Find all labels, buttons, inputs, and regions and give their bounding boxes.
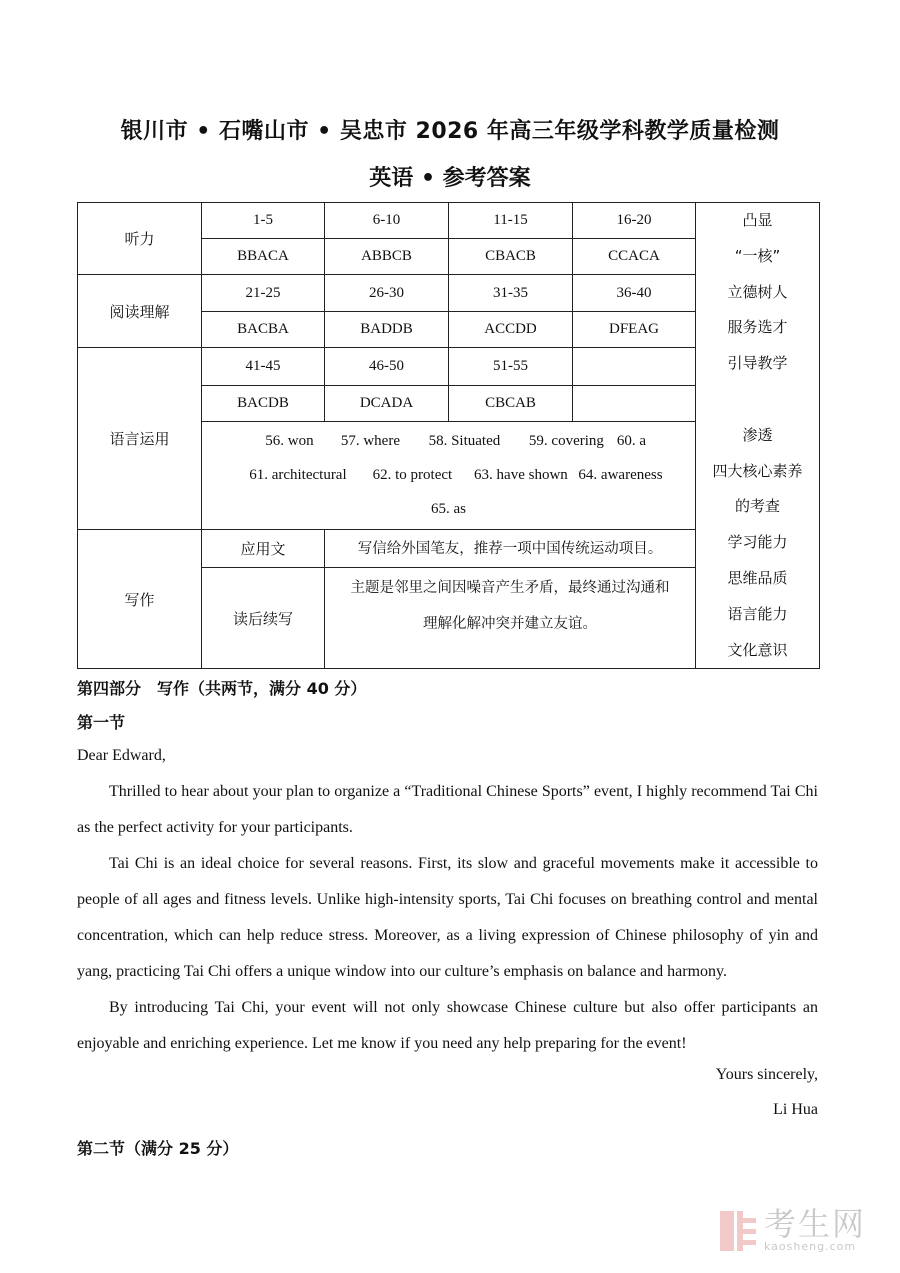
language-range: 41-45 [202, 348, 325, 385]
listening-range: 1-5 [202, 203, 325, 239]
watermark-url: kaosheng.com [764, 1240, 857, 1253]
task2-desc-line: 理解化解冲突并建立友谊。 [423, 616, 597, 633]
reading-answer: ACCDD [449, 312, 573, 348]
language-range: 51-55 [449, 348, 573, 385]
listening-answer: BBACA [202, 239, 325, 275]
competency-sidebar [696, 203, 820, 669]
writing-task2-label: 读后续写 [202, 568, 325, 669]
page-title: 银川市 • 石嘴山市 • 吴忠市 2026 年高三年级学科教学质量检测 [120, 119, 780, 144]
sidebar-line: 文化意识 [727, 640, 788, 659]
listening-answer: ABBCB [325, 239, 449, 275]
sidebar-line: 的考查 [734, 497, 780, 516]
writing-task2-desc [325, 568, 696, 669]
language-answer [573, 385, 696, 421]
section2-heading: 第二节（满分 25 分） [77, 1139, 239, 1158]
model-letter [77, 738, 818, 1062]
reading-range: 36-40 [573, 275, 696, 312]
fill-answer: 65. as [431, 501, 466, 518]
fill-answer: 57. where [340, 433, 400, 450]
watermark [718, 1205, 867, 1253]
fill-answer: 59. covering [528, 433, 604, 450]
fill-line [202, 458, 695, 492]
fill-answer: 58. Situated [428, 433, 501, 450]
fill-answer: 63. have shown [474, 467, 568, 484]
writing-task1-desc: 写信给外国笔友，推荐一项中国传统运动项目。 [325, 529, 696, 567]
language-answer: BACDB [202, 385, 325, 421]
letter-paragraph: Thrilled to hear about your plan to organize a “Traditional Chinese Sports” event, I highly recommend Tai Chi as the perfect activity for your participants. [77, 783, 818, 836]
writing-label: 写作 [78, 529, 202, 668]
language-label: 语言运用 [78, 348, 202, 529]
part4-heading: 第四部分 写作（共两节，满分 40 分） [77, 679, 367, 698]
sidebar-line: 学习能力 [727, 533, 788, 552]
fill-answer: 64. awareness [578, 467, 663, 484]
listening-answer: CBACB [449, 239, 573, 275]
sidebar-line: 立德树人 [727, 282, 788, 301]
fill-answer: 62. to protect [372, 467, 453, 484]
sidebar-line: “一核” [734, 246, 781, 265]
language-answer: CBCAB [449, 385, 573, 421]
sidebar-line: 服务选才 [727, 318, 788, 337]
sidebar-line: 语言能力 [727, 604, 788, 623]
fill-answer: 56. won [265, 433, 314, 450]
sidebar-line [696, 382, 819, 418]
listening-range: 16-20 [573, 203, 696, 239]
reading-range: 31-35 [449, 275, 573, 312]
letter-paragraph: By introducing Tai Chi, your event will not only showcase Chinese culture but also offer participants an enjoyable and enriching experience. Let me know if you need any help preparing for the event! [77, 999, 818, 1052]
kaosheng-logo-icon [718, 1209, 758, 1253]
language-range: 46-50 [325, 348, 449, 385]
writing-task1-label: 应用文 [202, 529, 325, 567]
sidebar-line: 引导教学 [727, 354, 788, 373]
reading-answer: BACBA [202, 312, 325, 348]
letter-signature: Li Hua [773, 1101, 818, 1118]
letter-closing: Yours sincerely, [715, 1066, 818, 1083]
section1-heading: 第一节 [77, 713, 126, 732]
sidebar-line: 凸显 [742, 211, 773, 229]
listening-range: 6-10 [325, 203, 449, 239]
fill-answer: 61. architectural [249, 467, 347, 484]
fill-answer: 60. a [616, 433, 647, 450]
language-answer: DCADA [325, 385, 449, 421]
reading-answer: DFEAG [573, 312, 696, 348]
reading-range: 21-25 [202, 275, 325, 312]
letter-greeting: Dear Edward, [77, 747, 166, 764]
reading-range: 26-30 [325, 275, 449, 312]
sidebar-line: 思维品质 [727, 568, 788, 587]
task2-desc-line: 主题是邻里之间因噪音产生矛盾，最终通过沟通和 [350, 580, 670, 597]
fill-in-answers [202, 421, 696, 529]
watermark-name: 考生网 [764, 1205, 867, 1243]
sidebar-line: 渗透 [742, 425, 773, 444]
listening-range: 11-15 [449, 203, 573, 239]
listening-answer: CCACA [573, 239, 696, 275]
fill-line [202, 424, 695, 458]
fill-line [202, 492, 695, 526]
reading-answer: BADDB [325, 312, 449, 348]
reading-label: 阅读理解 [78, 275, 202, 348]
page-subtitle: 英语 • 参考答案 [369, 166, 531, 191]
language-range [573, 348, 696, 385]
letter-paragraph: Tai Chi is an ideal choice for several reasons. First, its slow and graceful movements make it accessible to people of all ages and fitness levels. Unlike high-intensity sports, Tai Chi focuses on breathing control and mental concentration, which can help reduce stress. Moreover, as a living expression of Chinese philosophy of yin and yang, practicing Tai Chi offers a unique window into our culture’s emphasis on balance and harmony. [77, 855, 818, 980]
answer-table [77, 202, 820, 669]
sidebar-line: 四大核心素养 [712, 461, 803, 480]
listening-label: 听力 [78, 203, 202, 275]
